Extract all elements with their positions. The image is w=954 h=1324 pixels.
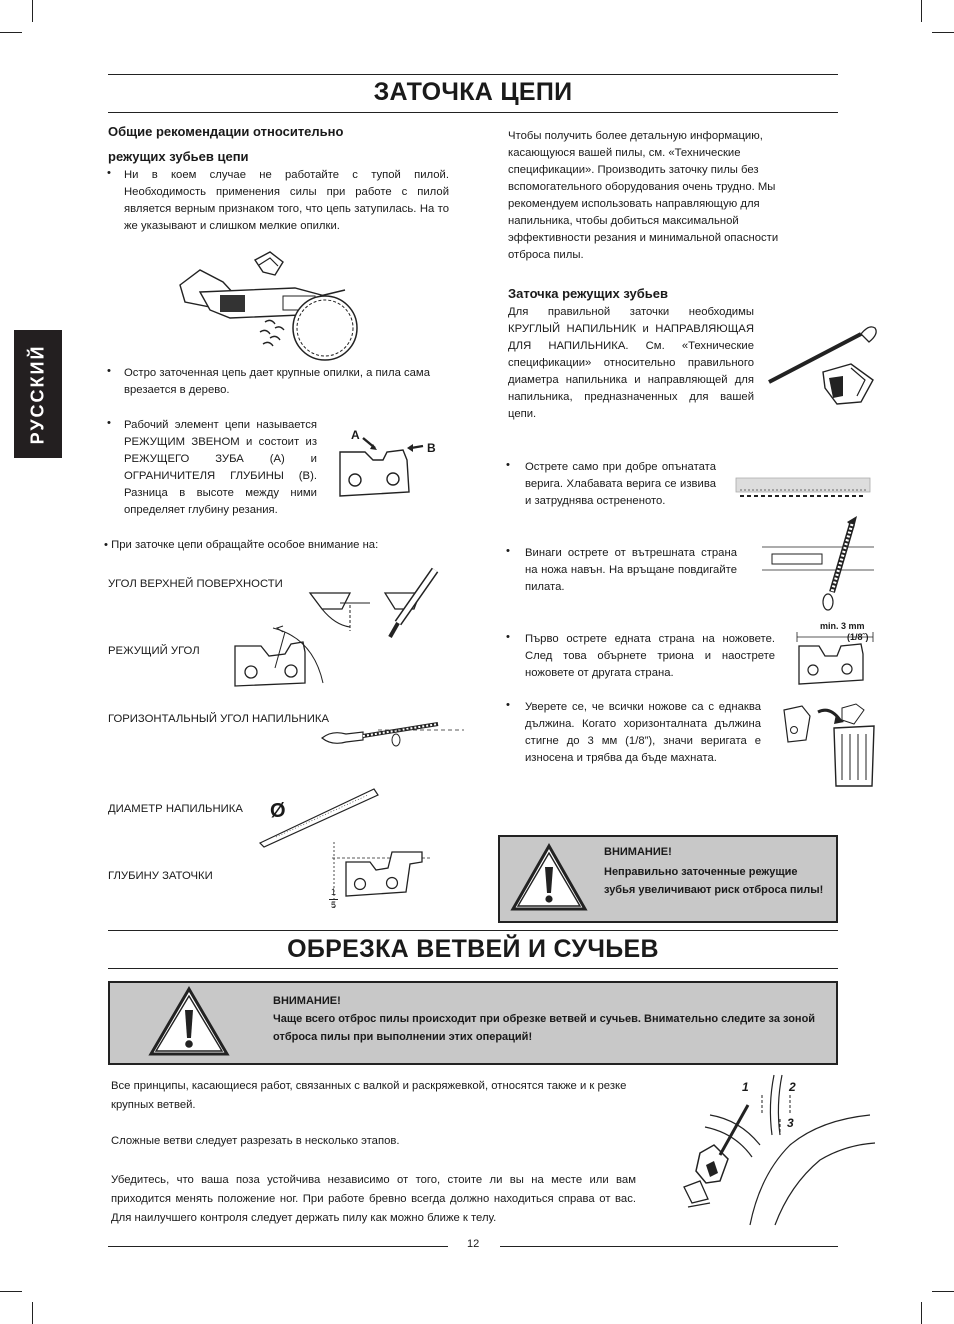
bullet-text: Рабочий элемент цепи называется РЕЖУЩИМ ЗВЕНОМ и состоит из РЕЖУЩЕГО ЗУБА (А) и ОГРАНИЧИТЕЛЯ ГЛУБИНЫ (В). Разница в высоте между ними определяет глубину резания.: [124, 419, 317, 516]
bullet-dot: •: [506, 631, 510, 643]
title-rule: [108, 968, 838, 969]
worn-chain-illustration: [780, 700, 880, 790]
crop-mark: [32, 1302, 33, 1324]
fraction-numerator: 1: [331, 887, 337, 897]
cutter-length-illustration: [795, 628, 875, 688]
bullet-dot: •: [506, 699, 510, 711]
bullet-text: Първо острете едната страна на ножовете. След това обърнете триона и наострете ножовете от другата страна.: [525, 633, 775, 679]
item-label: УГОЛ ВЕРХНЕЙ ПОВЕРХНОСТИ: [108, 578, 283, 590]
warning-title: ВНИМАНИЕ!: [273, 995, 341, 1007]
footer-rule: [108, 1246, 448, 1247]
limbing-illustration: [680, 1075, 880, 1225]
bullet-dot: •: [107, 167, 111, 179]
paragraph: Сложные ветви следует разрезать в несколько этапов.: [111, 1135, 400, 1147]
right-intro: Чтобы получить более детальную информацию, касающуюся вашей пилы, см. «Технические спецификации». Производить заточку пилы без вспомогательного оборудования очень трудно. Мы рекомендуем использовать направляющую для напильника, чтобы добиться максимальной эффективности резания и минимальной опасности отброса пилы.: [508, 130, 779, 261]
left-heading: Общие рекомендации относительно: [108, 124, 344, 139]
warning-text: Неправильно заточенные режущие зубья увеличивают риск отброса пилы!: [604, 866, 824, 896]
right-paragraph: Для правильной заточки необходимы КРУГЛЫЙ НАПИЛЬНИК и НАПРАВЛЯЮЩАЯ ДЛЯ НАПИЛЬНИКА. См. «Технические спецификации» относительно правильного диаметра напильника и направляющей для напильника, предназначенных для вашей цепи.: [508, 306, 754, 420]
warning-box: [498, 835, 838, 923]
bullet-dot: •: [107, 417, 111, 429]
label-b: B: [427, 441, 436, 455]
label-a: A: [351, 428, 360, 442]
crop-mark: [0, 1291, 22, 1292]
file-guide-illustration: [765, 318, 885, 410]
language-tab-label: РУССКИЙ: [27, 344, 48, 444]
right-heading: Заточка режущих зубьев: [508, 286, 668, 301]
warning-text: Чаще всего отброс пилы происходит при обрезке ветвей и сучьев. Внимательно следите за зоной отброса пилы при выполнении этих операций!: [273, 1013, 816, 1043]
bullet-text: Острете само при добре опънатата верига. Хлабавата верига се извива и затруднява острененото.: [525, 461, 716, 507]
crop-mark: [32, 0, 33, 22]
left-heading-2: режущих зубьев цепи: [108, 149, 249, 164]
paragraph: Убедитесь, что ваша поза устойчива независимо от того, стоите ли вы на месте или вам приходится менять положение ног. При работе бревно всегда должно находиться справа от вас. Для наилучшего контроля следует держать пилу как можно ближе к телу.: [111, 1174, 636, 1224]
min-length-label: min. 3 mm: [820, 621, 865, 631]
page-number: 12: [467, 1238, 480, 1250]
crop-mark: [921, 0, 922, 22]
cut-label-1: 1: [742, 1080, 749, 1094]
fraction-denominator: 5: [331, 900, 337, 910]
diameter-symbol: Ø: [270, 800, 286, 822]
item-label: ГЛУБИНУ ЗАТОЧКИ: [108, 870, 213, 882]
cut-label-2: 2: [789, 1080, 796, 1094]
crop-mark: [932, 32, 954, 33]
chain-tension-illustration: [734, 474, 874, 504]
bullet-dot: •: [107, 365, 111, 377]
bullet-text: Винаги острете от вътрешната страна на ножа навън. На връщане повдигайте пилата.: [525, 547, 737, 593]
warning-title: ВНИМАНИЕ!: [604, 846, 672, 858]
section-title: ОБРЕЗКА ВЕТВЕЙ И СУЧЬЕВ: [287, 935, 659, 963]
bullet-dot: •: [506, 545, 510, 557]
section-title: ЗАТОЧКА ЦЕПИ: [373, 78, 573, 106]
title-rule: [108, 74, 838, 75]
min-length-label-inch: (1/8˝): [847, 632, 869, 642]
bullet-text: Ни в коем случае не работайте с тупой пилой. Необходимость применения силы при работе с пилой является верным признаком того, что цепь затупилась. На то же указывают и слишком мелкие опилки.: [124, 169, 449, 232]
bullet-text: Уверете се, че всички ножове са с еднаква дължина. Когато хоризонталната дължина стигне до 3 мм (1/8”), значи веригата е износена и трябва да бъде махната.: [525, 701, 761, 764]
warning-box: [108, 981, 838, 1065]
bullet-text: Остро заточенная цепь дает крупные опилки, а пила сама врезается в дерево.: [124, 367, 430, 396]
cutter-link-illustration: [335, 430, 445, 505]
cutting-angle-illustration: [233, 628, 333, 693]
item-label: ДИАМЕТР НАПИЛЬНИКА: [108, 803, 243, 815]
title-rule: [108, 930, 838, 931]
crop-mark: [0, 32, 22, 33]
file-diameter-illustration: [256, 785, 381, 850]
warning-icon: [510, 843, 588, 913]
file-angle-illustration: [318, 710, 468, 760]
footer-rule: [500, 1246, 838, 1247]
depth-gauge-illustration: [326, 842, 436, 912]
paragraph: Все принципы, касающиеся работ, связанных с валкой и раскряжевкой, относятся также и к резке крупных ветвей.: [111, 1080, 627, 1111]
attention-intro: • При заточке цепи обращайте особое внимание на:: [104, 539, 379, 551]
cut-label-3: 3: [787, 1116, 794, 1130]
item-label: ГОРИЗОНТАЛЬНЫЙ УГОЛ НАПИЛЬНИКА: [108, 713, 330, 725]
crop-mark: [921, 1302, 922, 1324]
crop-mark: [932, 1291, 954, 1292]
item-label: РЕЖУЩИЙ УГОЛ: [108, 645, 200, 657]
chainsaw-illustration: [175, 240, 375, 360]
warning-icon: [148, 986, 230, 1058]
title-rule: [108, 112, 838, 113]
filing-direction-illustration: [762, 512, 877, 612]
language-tab: [14, 330, 62, 458]
bullet-dot: •: [506, 459, 510, 471]
